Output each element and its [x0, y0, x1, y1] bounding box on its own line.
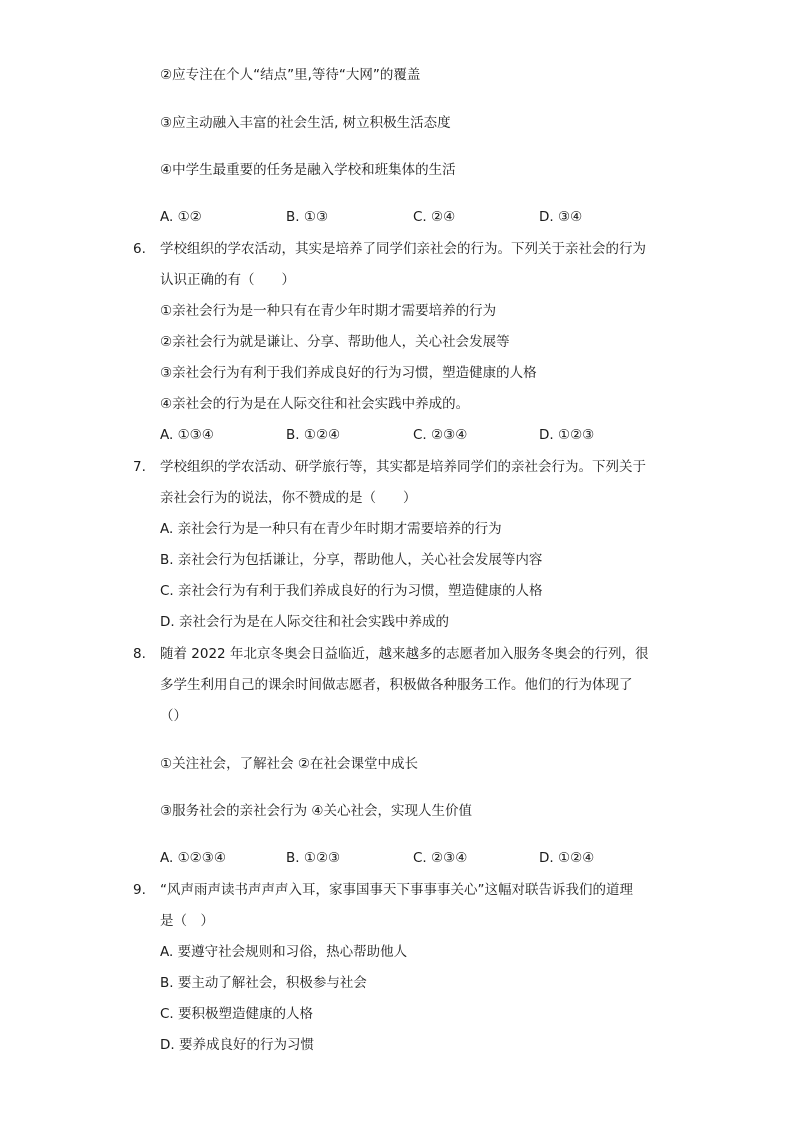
q5-item-4: ④中学生最重要的任务是融入学校和班集体的生活 — [160, 162, 456, 178]
q6-option-c[interactable]: C. ②③④ — [413, 427, 468, 443]
q8-option-a[interactable]: A. ①②③④ — [160, 850, 226, 866]
q6-stem-line-1: 学校组织的学农活动，其实是培养了同学们亲社会的行为。下列关于亲社会的行为 — [160, 241, 646, 257]
q9-number: 9. — [133, 882, 146, 898]
q9-stem-line-2: 是（ ） — [160, 913, 214, 929]
q8-stem-line-1: 随着 2022 年北京冬奥会日益临近，越来越多的志愿者加入服务冬奥会的行列，很 — [160, 646, 649, 662]
q6-option-b[interactable]: B. ①②④ — [286, 427, 341, 443]
q8-option-b[interactable]: B. ①②③ — [286, 850, 341, 866]
q7-stem-line-2: 亲社会行为的说法，你不赞成的是（ ） — [160, 490, 417, 506]
q5-option-a[interactable]: A. ①② — [160, 209, 202, 225]
q7-option-b[interactable]: B. 亲社会行为包括谦让，分享，帮助他人，关心社会发展等内容 — [160, 552, 543, 568]
q8-stem-line-2: 多学生利用自己的课余时间做志愿者，积极做各种服务工作。他们的行为体现了 — [160, 677, 633, 693]
q8-option-c[interactable]: C. ②③④ — [413, 850, 468, 866]
q9-option-a[interactable]: A. 要遵守社会规则和习俗，热心帮助他人 — [160, 944, 408, 960]
q7-option-d[interactable]: D. 亲社会行为是在人际交往和社会实践中养成的 — [160, 614, 449, 630]
q6-option-a[interactable]: A. ①③④ — [160, 427, 214, 443]
q7-stem-line-1: 学校组织的学农活动、研学旅行等，其实都是培养同学们的亲社会行为。下列关于 — [160, 459, 646, 475]
q9-stem-line-1: “风声雨声读书声声声入耳，家事国事天下事事事关心”这幅对联告诉我们的道理 — [160, 882, 633, 898]
q6-item-1: ①亲社会行为是一种只有在青少年时期才需要培养的行为 — [160, 303, 497, 319]
q5-option-b[interactable]: B. ①③ — [286, 209, 329, 225]
q8-items-line-1: ①关注社会，了解社会 ②在社会课堂中成长 — [160, 756, 418, 772]
q5-option-d[interactable]: D. ③④ — [539, 209, 583, 225]
q5-option-c[interactable]: C. ②④ — [413, 209, 456, 225]
q7-option-a[interactable]: A. 亲社会行为是一种只有在青少年时期才需要培养的行为 — [160, 521, 502, 537]
q5-item-3: ③应主动融入丰富的社会生活, 树立积极生活态度 — [160, 115, 451, 131]
q6-item-4: ④亲社会的行为是在人际交往和社会实践中养成的。 — [160, 396, 470, 412]
q9-option-c[interactable]: C. 要积极塑造健康的人格 — [160, 1006, 314, 1022]
q7-number: 7. — [133, 459, 146, 475]
q8-items-line-2: ③服务社会的亲社会行为 ④关心社会，实现人生价值 — [160, 803, 472, 819]
q9-option-b[interactable]: B. 要主动了解社会，积极参与社会 — [160, 975, 367, 991]
q5-options — [160, 208, 660, 226]
q8-number: 8. — [133, 646, 146, 662]
q6-stem-line-2: 认识正确的有（ ） — [160, 272, 295, 288]
q7-option-c[interactable]: C. 亲社会行为有利于我们养成良好的行为习惯，塑造健康的人格 — [160, 583, 543, 599]
q6-item-3: ③亲社会行为有利于我们养成良好的行为习惯，塑造健康的人格 — [160, 365, 537, 381]
q8-stem-line-3: （） — [160, 708, 187, 724]
q6-number: 6. — [133, 241, 146, 257]
q8-options — [160, 849, 660, 867]
q8-option-d[interactable]: D. ①②④ — [539, 850, 595, 866]
q6-option-d[interactable]: D. ①②③ — [539, 427, 595, 443]
q6-item-2: ②亲社会行为就是谦让、分享、帮助他人，关心社会发展等 — [160, 334, 510, 350]
q5-item-2: ②应专注在个人“结点”里,等待“大网”的覆盖 — [160, 67, 421, 83]
q6-options — [160, 426, 660, 444]
q9-option-d[interactable]: D. 要养成良好的行为习惯 — [160, 1037, 314, 1053]
